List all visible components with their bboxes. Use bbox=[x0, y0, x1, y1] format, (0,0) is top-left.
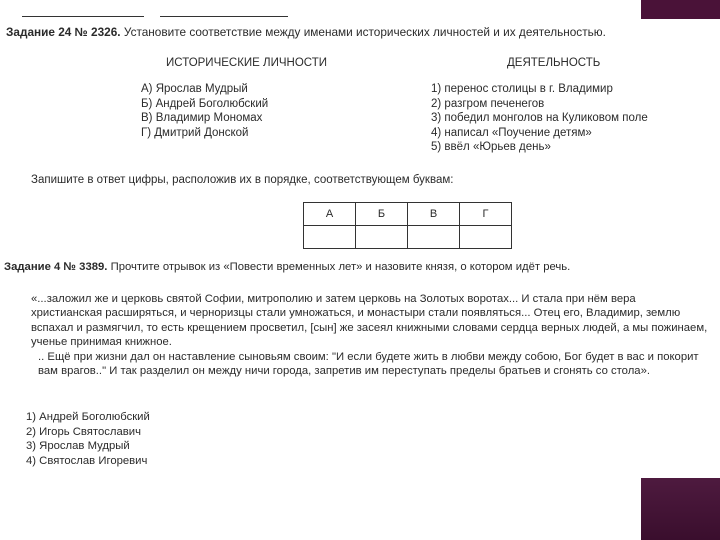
task2-quote bbox=[31, 292, 709, 378]
quote-paragraph: .. Ещё при жизни дал он наставление сыновьям своим: "И если будете жить в любви между собою, Бог будет в вас и покорит вам врагов.." И так разделил он между ничи города, запретив им переступать пределы братьев и сгонять со стола». bbox=[38, 350, 699, 378]
activity-item: 5) ввёл «Юрьев день» bbox=[431, 141, 551, 154]
corner-decoration-bottom bbox=[641, 478, 720, 540]
quote-paragraph: «...заложил же и церковь святой Софии, митрополию и затем церковь на Золотых воротах... И стала при нём вера христианская расширяться, и черноризцы стали умножаться, и монастыри стали появляться... Отец его, Владимир, землю вспахал и размягчил, то есть крещением просветил, [сын] же засеял книжными словами сердца верных людей, а мы пожинаем, ученье принимая книжное. bbox=[31, 293, 708, 349]
task2-options bbox=[26, 410, 150, 468]
persons-list bbox=[141, 82, 268, 140]
person-item: Г) Дмитрий Донской bbox=[141, 126, 249, 139]
option-item: 3) Ярослав Мудрый bbox=[26, 440, 130, 453]
answer-header-cell: А bbox=[304, 203, 356, 226]
answer-header-cell: В bbox=[408, 203, 460, 226]
activity-item: 2) разгром печенегов bbox=[431, 97, 545, 110]
task2-heading: Задание 4 № 3389. bbox=[4, 261, 108, 273]
answer-cell[interactable] bbox=[460, 226, 512, 249]
option-item: 4) Святослав Игоревич bbox=[26, 454, 148, 467]
top-rule-right bbox=[160, 16, 288, 17]
activities-list bbox=[431, 82, 648, 155]
activity-item: 4) написал «Поучение детям» bbox=[431, 126, 592, 139]
top-rule-left bbox=[22, 16, 144, 17]
person-item: В) Владимир Мономах bbox=[141, 112, 263, 125]
person-item: А) Ярослав Мудрый bbox=[141, 83, 248, 95]
task1-title bbox=[6, 25, 606, 39]
task1-heading: Задание 24 № 2326. bbox=[6, 25, 121, 39]
answer-cell[interactable] bbox=[408, 226, 460, 249]
task2-title bbox=[4, 261, 570, 273]
activity-item: 1) перенос столицы в г. Владимир bbox=[431, 83, 613, 95]
answer-cell[interactable] bbox=[356, 226, 408, 249]
option-item: 1) Андрей Боголюбский bbox=[26, 411, 150, 423]
corner-decoration-top bbox=[641, 0, 720, 19]
col-right-title: ДЕЯТЕЛЬНОСТЬ bbox=[507, 57, 601, 69]
activity-item: 3) победил монголов на Куликовом поле bbox=[431, 112, 648, 125]
answer-header-cell: Б bbox=[356, 203, 408, 226]
person-item: Б) Андрей Боголюбский bbox=[141, 97, 269, 110]
task1-text: Установите соответствие между именами исторических личностей и их деятельностью. bbox=[123, 25, 606, 39]
answer-table bbox=[303, 202, 512, 249]
answer-header-cell: Г bbox=[460, 203, 512, 226]
answer-cell[interactable] bbox=[304, 226, 356, 249]
col-left-title: ИСТОРИЧЕСКИЕ ЛИЧНОСТИ bbox=[166, 57, 327, 69]
option-item: 2) Игорь Святославич bbox=[26, 425, 141, 438]
task1-instruction: Запишите в ответ цифры, расположив их в порядке, соответствующем буквам: bbox=[31, 174, 454, 186]
task2-text: Прочтите отрывок из «Повести временных лет» и назовите князя, о котором идёт речь. bbox=[110, 261, 571, 273]
